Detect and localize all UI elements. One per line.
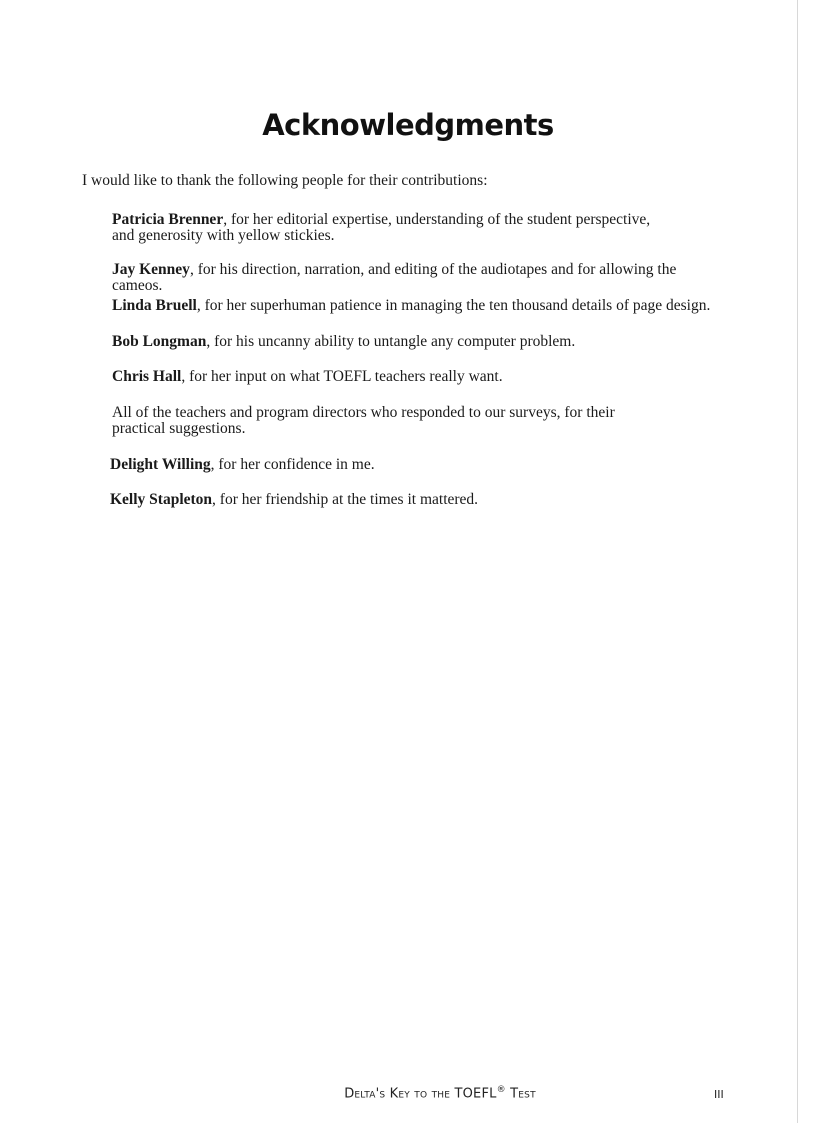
acknowledgment-name: Delight Willing	[110, 456, 211, 473]
intro-text: I would like to thank the following people for their contributions:	[82, 172, 488, 189]
footer-book-title-text: Delta's Key to the TOEFL	[344, 1086, 497, 1102]
page-number: III	[714, 1088, 724, 1101]
acknowledgment-text: , for her superhuman patience in managing the ten thousand details of page design.	[196, 297, 711, 314]
acknowledgment-name: Jay Kenney	[112, 261, 190, 278]
acknowledgment-text: , for his uncanny ability to untangle any computer problem.	[206, 333, 576, 350]
acknowledgment-item	[112, 212, 672, 244]
acknowledgment-name: Linda Bruell	[112, 297, 197, 314]
registered-mark: ®	[496, 1085, 506, 1095]
footer-book-title	[0, 1085, 816, 1101]
acknowledgment-text: , for his direction, narration, and editing of the audiotapes and for allowing the cameos.	[112, 261, 677, 294]
acknowledgment-item	[110, 492, 720, 508]
acknowledgment-item	[112, 405, 657, 437]
acknowledgment-name: Chris Hall	[112, 368, 182, 385]
acknowledgment-text: , for her editorial expertise, understanding of the student perspective, and generosity with yellow stickies.	[112, 211, 651, 244]
acknowledgment-text: , for her confidence in me.	[210, 456, 375, 473]
footer-book-title-end: Test	[505, 1086, 536, 1102]
acknowledgment-text: , for her friendship at the times it mattered.	[212, 491, 479, 508]
acknowledgment-text: All of the teachers and program directors who responded to our surveys, for their practical suggestions.	[112, 404, 615, 437]
acknowledgment-item	[112, 262, 722, 294]
acknowledgment-text: , for her input on what TOEFL teachers really want.	[181, 368, 503, 385]
page-edge-line	[797, 0, 798, 1123]
acknowledgment-item	[112, 369, 722, 385]
acknowledgment-name: Bob Longman	[112, 333, 207, 350]
acknowledgment-item	[112, 334, 722, 350]
acknowledgment-name: Kelly Stapleton	[110, 491, 213, 508]
acknowledgment-item	[110, 457, 720, 473]
acknowledgment-name: Patricia Brenner	[112, 211, 224, 228]
acknowledgment-item	[112, 298, 722, 314]
page-title: Acknowledgments	[262, 108, 554, 142]
